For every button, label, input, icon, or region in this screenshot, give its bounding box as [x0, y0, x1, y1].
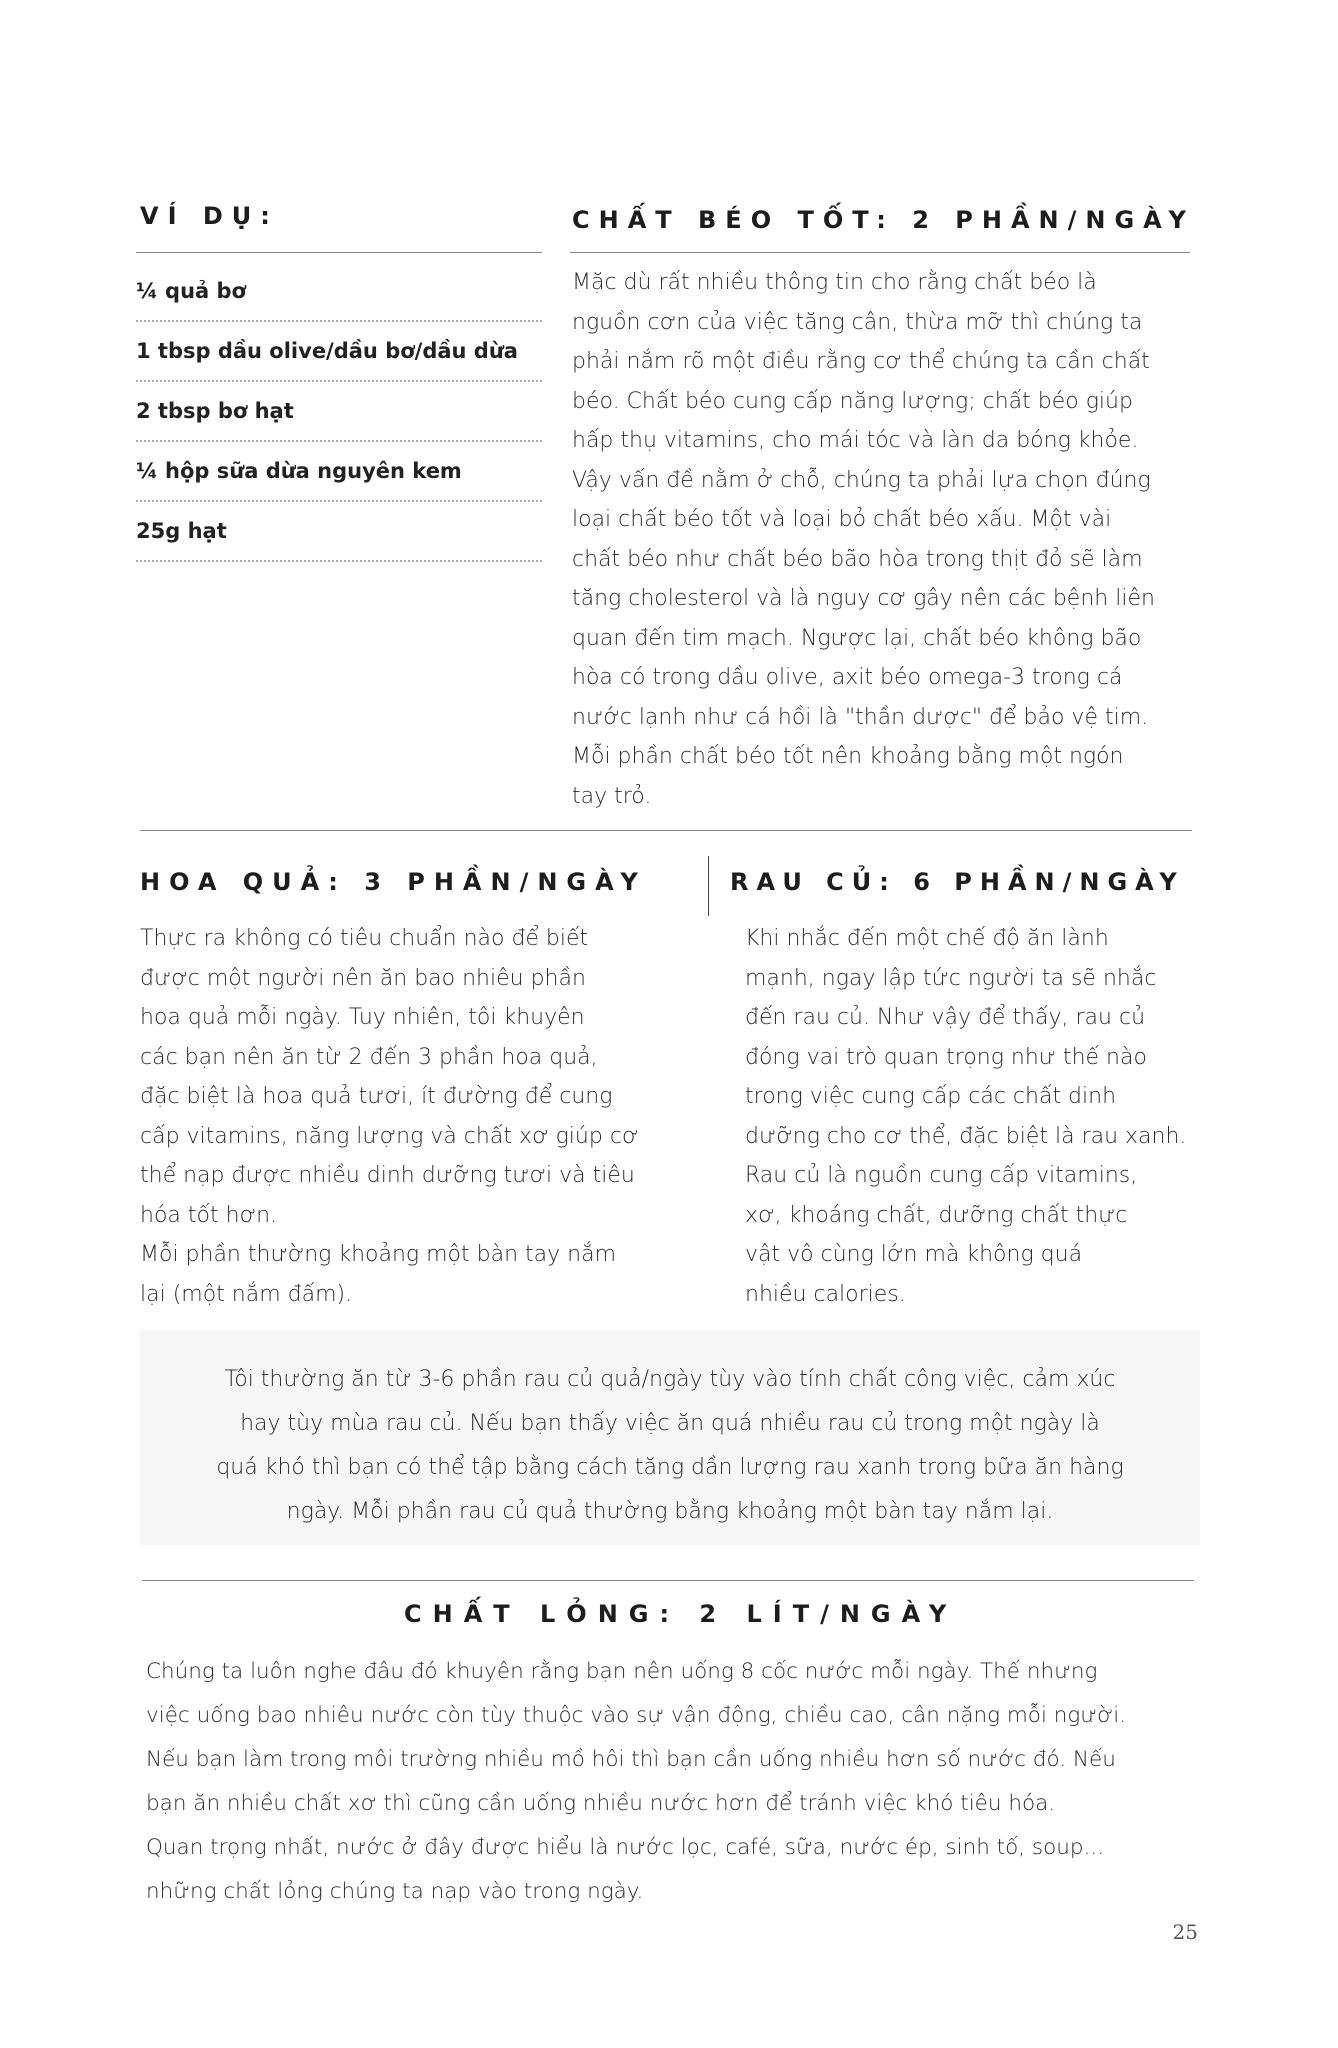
text-line: lại (một nắm đấm).: [140, 1281, 353, 1307]
text-line: trong việc cung cấp các chất dinh: [745, 1084, 1117, 1109]
text-line: Mỗi phần thường khoảng một bàn tay nắm: [140, 1242, 616, 1267]
text-line: Quan trọng nhất, nước ở đây được hiểu là nước lọc, café, sữa, nước ép, sinh tố, soup...: [146, 1835, 1105, 1860]
text-line: các bạn nên ăn từ 2 đến 3 phần hoa quả,: [140, 1044, 598, 1070]
liquid-paragraph: [146, 1650, 1126, 1914]
text-line: nhiều calories.: [745, 1281, 906, 1307]
section-divider: [140, 830, 1192, 831]
fruit-heading: HOA QUẢ: 3 PHẦN/NGÀY: [140, 868, 647, 896]
fat-divider: [570, 252, 1190, 253]
example-list: [136, 262, 542, 562]
text-line: bạn ăn nhiều chất xơ thì cũng cần uống nhiều nước hơn để tránh việc khó tiêu hóa.: [146, 1791, 1056, 1816]
text-line: Chúng ta luôn nghe đâu đó khuyên rằng bạn nên uống 8 cốc nước mỗi ngày. Thế nhưng: [146, 1659, 1098, 1684]
list-item: 25g hạt: [136, 502, 542, 562]
fat-paragraph: [572, 263, 1155, 816]
text-line: Nếu bạn làm trong môi trường nhiều mồ hôi thì bạn cần uống nhiều hơn số nước đó. Nếu: [146, 1747, 1116, 1772]
text-line: béo. Chất béo cung cấp năng lượng; chất béo giúp: [572, 388, 1133, 414]
list-item: ¼ quả bơ: [136, 262, 542, 322]
text-line: hóa tốt hơn.: [140, 1202, 278, 1228]
text-line: việc uống bao nhiêu nước còn tùy thuộc vào sự vận động, chiều cao, cân nặng mỗi người.: [146, 1703, 1127, 1728]
text-line: thể nạp được nhiều dinh dưỡng tươi và tiêu: [140, 1163, 635, 1188]
text-line: đến rau củ. Như vậy để thấy, rau củ: [745, 1005, 1146, 1030]
text-line: mạnh, ngay lập tức người ta sẽ nhắc: [745, 965, 1157, 991]
text-line: xơ, khoáng chất, dưỡng chất thực: [745, 1202, 1128, 1228]
text-line: quan đến tim mạch. Ngược lại, chất béo không bão: [572, 625, 1142, 651]
note-paragraph: [150, 1358, 1190, 1534]
list-item: ¼ hộp sữa dừa nguyên kem: [136, 442, 542, 502]
text-line: dưỡng cho cơ thể, đặc biệt là rau xanh.: [745, 1123, 1187, 1149]
column-divider: [708, 856, 709, 916]
text-line: đặc biệt là hoa quả tươi, ít đường để cung: [140, 1084, 613, 1109]
veg-paragraph: [745, 919, 1186, 1314]
text-line: ngày. Mỗi phần rau củ quả thường bằng khoảng một bàn tay nắm lại.: [286, 1499, 1054, 1524]
fat-heading: CHẤT BÉO TỐT: 2 PHẦN/NGÀY: [572, 206, 1195, 234]
text-line: loại chất béo tốt và loại bỏ chất béo xấu. Một vài: [572, 507, 1112, 532]
liquid-heading: CHẤT LỎNG: 2 LÍT/NGÀY: [404, 1600, 958, 1628]
text-line: Mỗi phần chất béo tốt nên khoảng bằng một ngón: [572, 744, 1124, 769]
text-line: tăng cholesterol và là nguy cơ gây nên các bệnh liên: [572, 586, 1155, 611]
text-line: Tôi thường ăn từ 3-6 phần rau củ quả/ngày tùy vào tính chất công việc, cảm xúc: [224, 1367, 1116, 1392]
text-line: Rau củ là nguồn cung cấp vitamins,: [745, 1163, 1138, 1188]
text-line: hấp thụ vitamins, cho mái tóc và làn da bóng khỏe.: [572, 428, 1139, 453]
text-line: Thực ra không có tiêu chuẩn nào để biết: [140, 926, 589, 951]
text-line: Mặc dù rất nhiều thông tin cho rằng chất béo là: [572, 270, 1097, 295]
liquid-divider: [142, 1580, 1194, 1581]
list-item: 2 tbsp bơ hạt: [136, 382, 542, 442]
text-line: vật vô cùng lớn mà không quá: [745, 1242, 1083, 1267]
page-number: 25: [1172, 1920, 1198, 1944]
fruit-paragraph: [140, 919, 639, 1314]
text-line: Khi nhắc đến một chế độ ăn lành: [745, 926, 1109, 951]
text-line: quá khó thì bạn có thể tập bằng cách tăng dần lượng rau xanh trong bữa ăn hàng: [216, 1455, 1124, 1480]
text-line: nước lạnh như cá hồi là "thần dược" để bảo vệ tim.: [572, 704, 1149, 730]
text-line: Vậy vấn đề nằm ở chỗ, chúng ta phải lựa chọn đúng: [572, 467, 1151, 493]
example-heading: VÍ DỤ:: [140, 202, 279, 230]
list-item: 1 tbsp dầu olive/dầu bơ/dầu dừa: [136, 322, 542, 382]
text-line: chất béo như chất béo bão hòa trong thịt đỏ sẽ làm: [572, 546, 1143, 572]
text-line: đóng vai trò quan trọng như thế nào: [745, 1044, 1147, 1070]
text-line: hòa có trong dầu olive, axit béo omega-3 trong cá: [572, 665, 1123, 690]
text-line: được một người nên ăn bao nhiêu phần: [140, 965, 586, 991]
text-line: cấp vitamins, năng lượng và chất xơ giúp cơ: [140, 1123, 639, 1149]
text-line: nguồn cơn của việc tăng cân, thừa mỡ thì chúng ta: [572, 309, 1143, 335]
example-divider: [136, 252, 542, 253]
text-line: phải nắm rõ một điều rằng cơ thể chúng ta cần chất: [572, 349, 1150, 374]
text-line: hoa quả mỗi ngày. Tuy nhiên, tôi khuyên: [140, 1005, 585, 1030]
text-line: tay trỏ.: [572, 783, 652, 809]
text-line: hay tùy mùa rau củ. Nếu bạn thấy việc ăn quá nhiều rau củ trong một ngày là: [240, 1411, 1100, 1436]
text-line: những chất lỏng chúng ta nạp vào trong ngày.: [146, 1879, 644, 1904]
veg-heading: RAU CỦ: 6 PHẦN/NGÀY: [730, 868, 1185, 896]
